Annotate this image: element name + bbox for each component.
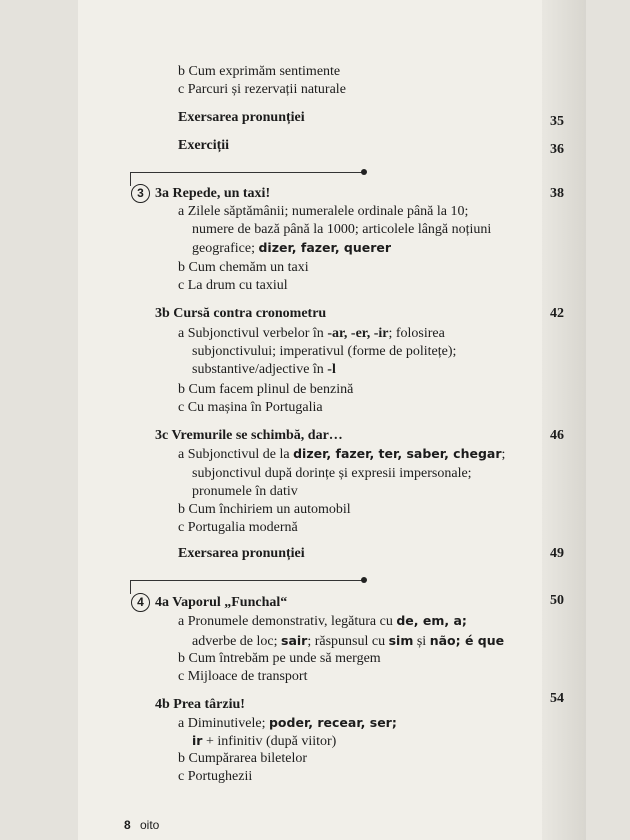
unit-divider-tick	[130, 172, 131, 186]
lesson-title-3b: 3b Cursă contra cronometru	[155, 306, 327, 321]
toc-page-number: 35	[550, 114, 564, 129]
lesson-4a-item-a-line	[192, 633, 504, 650]
lesson-3b-item-a-line	[192, 362, 336, 378]
text-run: a Pronumele demonstrativ, legătura cu	[178, 614, 397, 629]
unit-divider-line	[130, 580, 362, 581]
lesson-3c-item-a	[178, 446, 505, 463]
toc-page-number: 46	[550, 428, 564, 443]
toc-item-c: c Parcuri și rezervații naturale	[178, 82, 346, 97]
toc-page-number: 36	[550, 142, 564, 157]
toc-pronunciation-title: Exersarea pronunției	[178, 110, 305, 125]
footer-page-number: 8	[124, 818, 131, 832]
unit-divider-line	[130, 172, 362, 173]
text-run: ; răspunsul cu	[307, 634, 389, 649]
unit-divider-dot	[361, 169, 367, 175]
lesson-3b-item-b: b Cum facem plinul de benzină	[178, 382, 354, 397]
unit-divider-dot	[361, 577, 367, 583]
text-run: adverbe de loc;	[192, 634, 282, 649]
lesson-4b-item-c: c Portughezii	[178, 769, 253, 784]
text-run: ;	[501, 447, 506, 462]
lesson-4b-item-a	[178, 715, 397, 732]
toc-page-number: 42	[550, 306, 564, 321]
bold-text-run: -l	[327, 362, 336, 377]
lesson-3a-item-a-line: numere de bază până la 1000; articolele lângă noțiuni	[192, 222, 492, 237]
lesson-3a-item-a-line	[192, 240, 391, 257]
lesson-title-4b: 4b Prea târziu!	[155, 697, 245, 712]
book-page	[78, 0, 586, 840]
bold-text-run: poder, recear, ser;	[268, 715, 397, 730]
unit-divider-tick	[130, 580, 131, 594]
toc-page-number: 54	[550, 691, 564, 706]
bold-text-run: de, em, a;	[396, 613, 467, 628]
bold-text-run: dizer, fazer, ter, saber, chegar	[293, 446, 502, 461]
bold-text-run: sair	[281, 633, 308, 648]
text-run: a Subjonctivul verbelor în	[178, 326, 328, 341]
lesson-title-3c: 3c Vremurile se schimbă, dar…	[155, 428, 343, 443]
lesson-3b-item-a	[178, 326, 445, 342]
lesson-4a-item-c: c Mijloace de transport	[178, 669, 308, 684]
lesson-title-4a: 4a Vaporul „Funchal“	[155, 595, 288, 610]
toc-page-number: 38	[550, 186, 564, 201]
lesson-3b-item-c: c Cu mașina în Portugalia	[178, 400, 323, 415]
bold-text-run: ir	[192, 733, 203, 748]
text-run: + infinitiv (după viitor)	[202, 734, 337, 749]
lesson-3c-item-a-line: pronumele în dativ	[192, 484, 298, 499]
toc-pronunciation-title: Exersarea pronunției	[178, 546, 305, 561]
unit-number-badge: 3	[131, 184, 150, 203]
lesson-3c-item-a-line: subjonctivul după dorințe și expresii impersonale;	[192, 466, 472, 481]
bold-text-run: não; é que	[429, 633, 505, 648]
unit-number-badge: 4	[131, 593, 150, 612]
text-run: substantive/adjective în	[192, 362, 328, 377]
toc-item-b: b Cum exprimăm sentimente	[178, 64, 341, 79]
lesson-title-3a: 3a Repede, un taxi!	[155, 186, 271, 201]
lesson-4a-item-b: b Cum întrebăm pe unde să mergem	[178, 651, 381, 666]
table-of-contents	[78, 0, 586, 840]
lesson-4a-item-a	[178, 613, 467, 630]
text-run: a Diminutivele;	[178, 716, 269, 731]
lesson-3a-item-a: a Zilele săptămânii; numeralele ordinale până la 10;	[178, 204, 469, 219]
bold-text-run: -ar, -er, -ir	[327, 326, 389, 341]
footer-page-word: oito	[140, 818, 160, 832]
toc-page-number: 49	[550, 546, 564, 561]
lesson-4b-item-a-line	[192, 733, 336, 750]
lesson-4b-item-b: b Cumpărarea biletelor	[178, 751, 308, 766]
text-run: geografice;	[192, 241, 259, 256]
lesson-3c-item-c: c Portugalia modernă	[178, 520, 298, 535]
bold-text-run: dizer, fazer, querer	[258, 240, 392, 255]
text-run: a Subjonctivul de la	[178, 447, 294, 462]
lesson-3a-item-b: b Cum chemăm un taxi	[178, 260, 309, 275]
toc-exercises-title: Exerciții	[178, 138, 230, 153]
bold-text-run: sim	[388, 633, 414, 648]
lesson-3b-item-a-line: subjonctivului; imperativul (forme de politețe);	[192, 344, 457, 359]
text-run: și	[413, 634, 430, 649]
lesson-3a-item-c: c La drum cu taxiul	[178, 278, 288, 293]
toc-page-number: 50	[550, 593, 564, 608]
text-run: ; folosirea	[388, 326, 445, 341]
lesson-3c-item-b: b Cum închiriem un automobil	[178, 502, 351, 517]
